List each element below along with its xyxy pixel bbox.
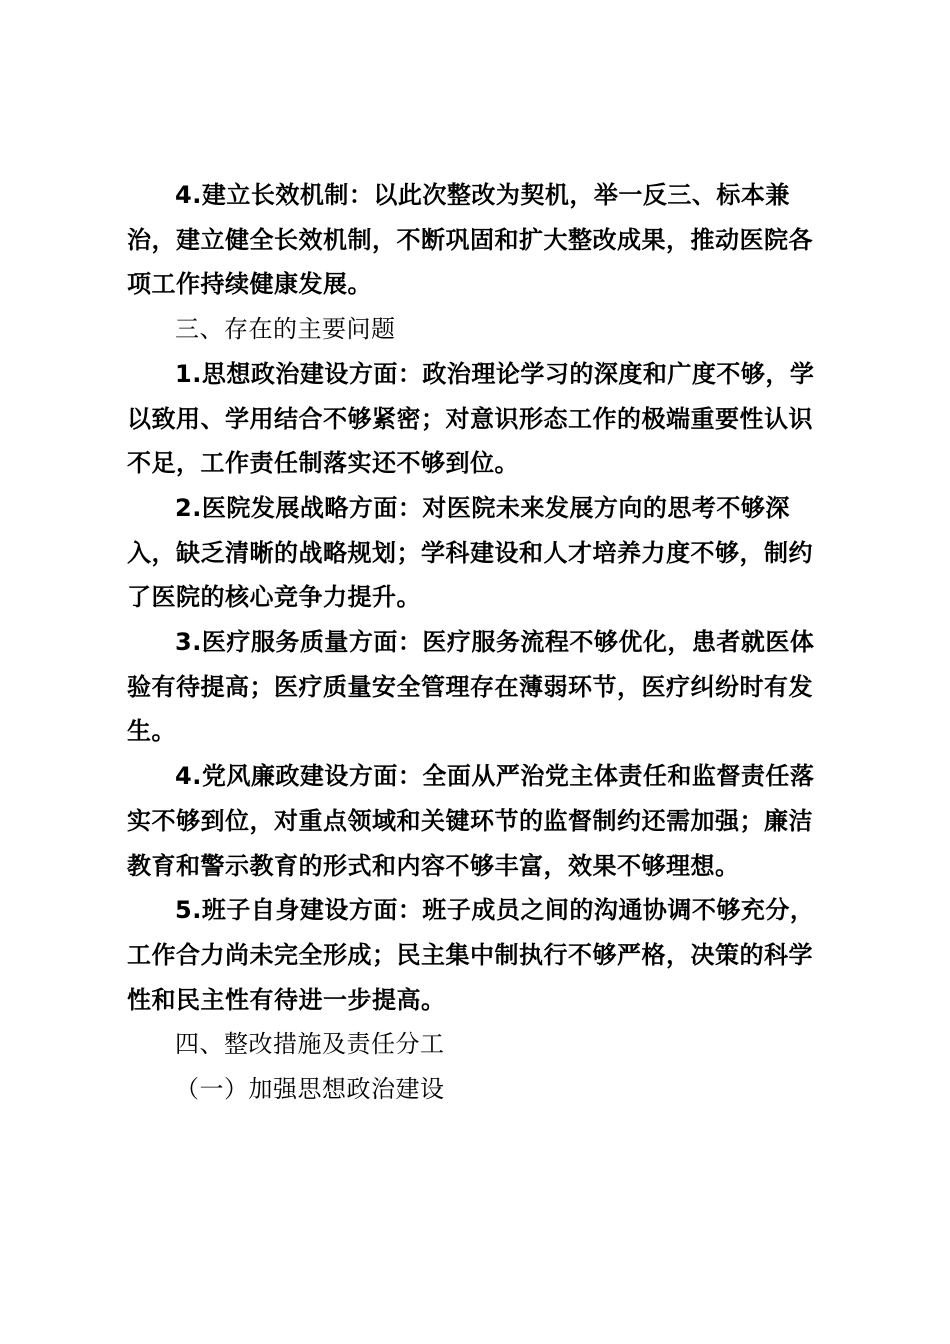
section-heading-main-problems: 三、存在的主要问题 [175,315,396,344]
paragraph-long-term-mechanism: 4.建立长效机制：以此次整改为契机，举一反三、标本兼治，建立健全长效机制，不断巩固和扩大整改成果，推动医院各项工作持续健康发展。 [127,181,813,299]
section-heading-rectification-measures: 四、整改措施及责任分工 [175,1030,445,1059]
paragraph-team-building: 5.班子自身建设方面：班子成员之间的沟通协调不够充分，工作合力尚未完全形成；民主集中制执行不够严格，决策的科学性和民主性有待进一步提高。 [127,896,815,1014]
paragraph-ideological-political: 1.思想政治建设方面：政治理论学习的深度和广度不够，学以致用、学用结合不够紧密；对意识形态工作的极端重要性认识不足，工作责任制落实还不够到位。 [127,359,815,478]
paragraph-development-strategy: 2.医院发展战略方面：对医院未来发展方向的思考不够深入，缺乏清晰的战略规划；学科建设和人才培养力度不够，制约了医院的核心竞争力提升。 [127,493,813,612]
subsection-heading-ideological-political: （一）加强思想政治建设 [175,1075,445,1104]
paragraph-medical-service-quality: 3.医疗服务质量方面：医疗服务流程不够优化，患者就医体验有待提高；医疗质量安全管理存在薄弱环节，医疗纠纷时有发生。 [127,628,815,746]
document-body [127,173,819,1112]
paragraph-party-integrity: 4.党风廉政建设方面：全面从严治党主体责任和监督责任落实不够到位，对重点领域和关键环节的监督制约还需加强；廉洁教育和警示教育的形式和内容不够丰富，效果不够理想。 [127,762,815,880]
